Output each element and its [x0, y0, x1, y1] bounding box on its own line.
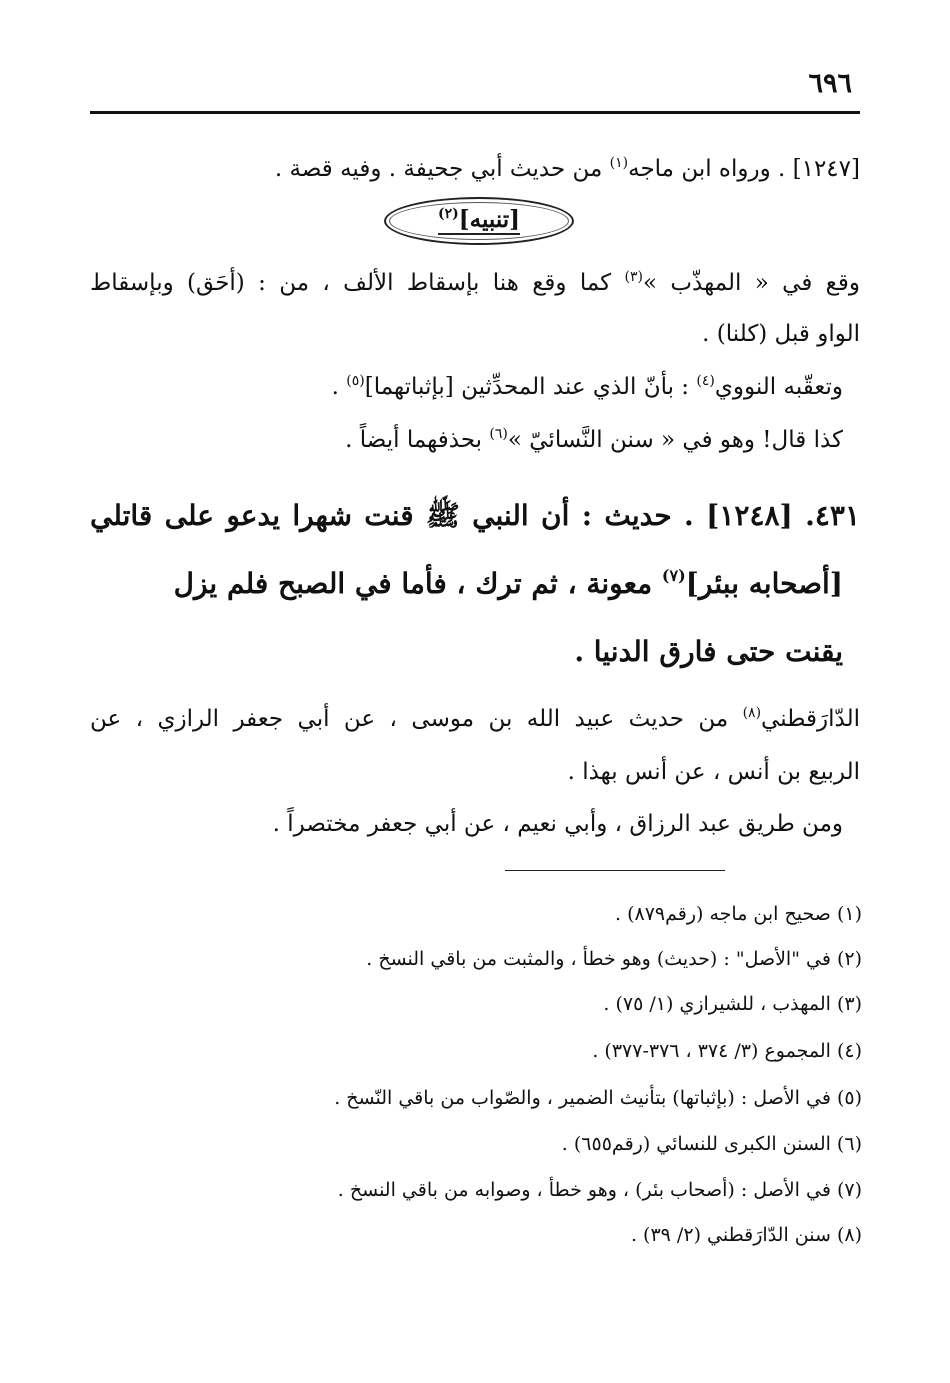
- footnote-item: (٤) المجموع (٣/ ٣٧٤ ، ٣٧٦-٣٧٧) .: [592, 1040, 862, 1062]
- text-line-2: وقع في « المهذّب »$^{(٣)}$ كما وقع هنا بإسقاط الألف ، من : (أحَق) وبإسقاط: [90, 269, 861, 296]
- footnote-item: (٦) السنن الكبرى للنسائي (رقم٦٥٥) .: [561, 1133, 862, 1155]
- footnote-rule: [505, 870, 725, 871]
- footnote-item: (٧) في الأصل : (أصحاب بئر) ، وهو خطأ ، وصوابه من باقي النسخ .: [337, 1179, 862, 1201]
- section-heading-text: [تنبيه]$^{(٢)}$: [437, 206, 521, 233]
- hadith-heading-line-2: [أصحابه ببئر]$^{(٧)}$ معونة ، ثم ترك ، فأما في الصبح فلم يزل: [173, 566, 843, 600]
- hadith-heading-line-1: ٤٣١. [١٢٤٨] . حديث : أن النبي ﷺ قنت شهرا يدعو على قاتلي: [90, 499, 860, 532]
- section-heading-tanbih: [384, 197, 574, 245]
- footnote-item: (٣) المهذب ، للشيرازي (١/ ٧٥) .: [603, 993, 862, 1015]
- text-line-8: ومن طريق عبد الرزاق ، وأبي نعيم ، عن أبي جعفر مختصراً .: [272, 811, 843, 837]
- text-line-3: الواو قبل (كلنا) .: [702, 321, 860, 347]
- footnote-item: (٢) في "الأصل" : (حديث) وهو خطأ ، والمثبت من باقي النسخ .: [366, 948, 862, 970]
- text-line-4: وتعقّبه النووي$^{(٤)}$ : بأنّ الذي عند المحدِّثين [بإثباتهما]$^{(٥)}$ .: [331, 373, 843, 400]
- page-number: ٦٩٦: [808, 68, 852, 99]
- footnote-item: (٨) سنن الدّارَقطني (٢/ ٣٩) .: [630, 1224, 862, 1246]
- hadith-heading-line-3: يقنت حتى فارق الدنيا .: [574, 635, 843, 668]
- text-line-6: الدّارَقطني$^{(٨)}$ من حديث عبيد الله بن موسى ، عن أبي جعفر الرازي ، عن: [90, 705, 860, 732]
- header-rule: [90, 111, 860, 114]
- text-line-7: الربيع بن أنس ، عن أنس بهذا .: [567, 759, 860, 785]
- footnote-item: (٥) في الأصل : (بإثباتها) بتأنيث الضمير ، والصّواب من باقي النّسخ .: [334, 1087, 862, 1109]
- text-line-1: [١٢٤٧] . ورواه ابن ماجه$^{(١)}$ من حديث أبي جحيفة . وفيه قصة .: [274, 155, 860, 182]
- footnote-item: (١) صحيح ابن ماجه (رقم٨٧٩) .: [615, 903, 862, 925]
- text-line-5: كذا قال! وهو في « سنن النَّسائيّ »$^{(٦)}$ بحذفهما أيضاً .: [345, 426, 843, 453]
